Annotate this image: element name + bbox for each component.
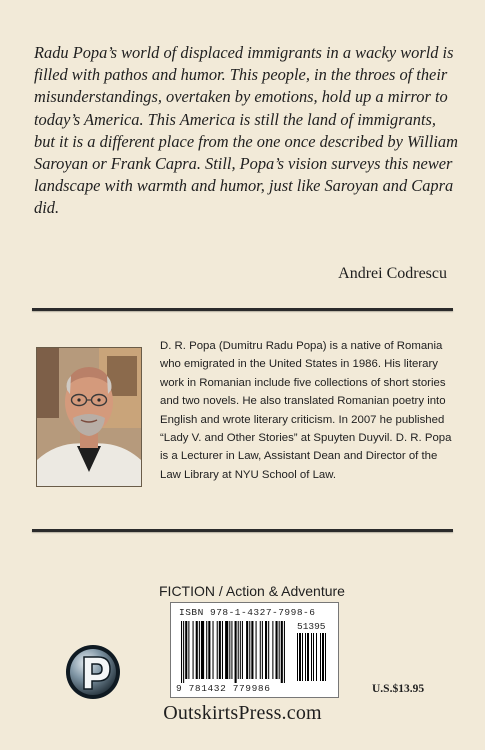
divider-bottom xyxy=(32,529,453,532)
author-photo xyxy=(36,347,142,487)
price-label: U.S.$13.95 xyxy=(372,683,425,695)
price-barcode-bars xyxy=(297,633,331,683)
publisher-logo xyxy=(64,643,122,701)
divider-top xyxy=(32,308,453,311)
author-bio: D. R. Popa (Dumitru Radu Popa) is a native of Romania who emigrated in the United States in 1986. His literary work in Romanian include five collections of short stories and two novels. He also translated Romanian poetry into English and wrote literary criticism. In 2007 he published “Lady V. and Other Stories” at Spuyten Duyvil. D. R. Popa is a Lecturer in Law, Assistant Dean and Director of the Law Library at NYU School of Law. xyxy=(160,340,452,481)
blurb-attribution: Andrei Codrescu xyxy=(338,265,447,282)
price-code: 51395 xyxy=(297,621,326,632)
publisher-url: OutskirtsPress.com xyxy=(163,702,322,724)
isbn-digits: 9 781432 779986 xyxy=(176,683,271,694)
isbn-barcode xyxy=(170,602,339,698)
genre-label: FICTION / Action & Adventure xyxy=(159,583,345,599)
barcode-bars xyxy=(181,621,289,683)
blurb-quote: Radu Popa’s world of displaced immigrants in a wacky world is filled with pathos and humor. This people, in the throes of their misunderstandings, overtaken by emotions, hold up a mirror to today’s America. This America is still the land of immigrants, but it is a different place from the one once described by William Saroyan or Frank Capra. Still, Popa’s vision surveys this newer landscape with warmth and humor, just like Saroyan and Capra did. xyxy=(34,43,458,218)
isbn-label: ISBN 978-1-4327-7998-6 xyxy=(179,607,316,618)
